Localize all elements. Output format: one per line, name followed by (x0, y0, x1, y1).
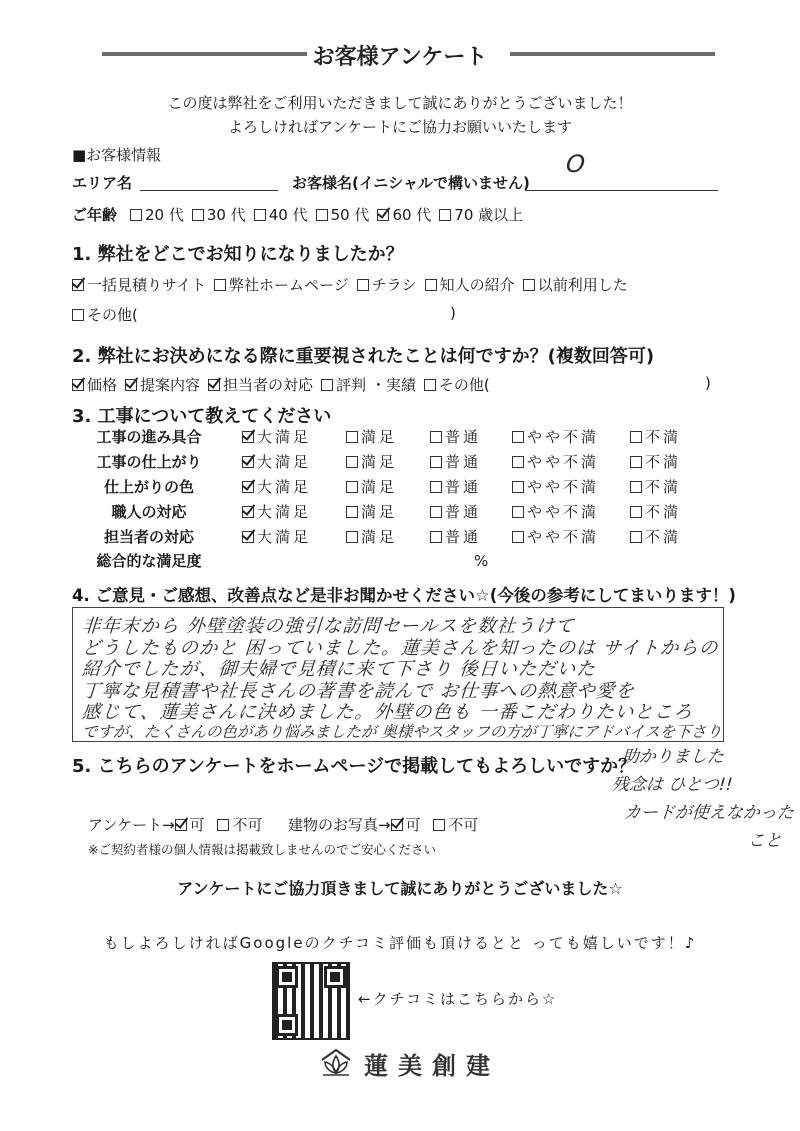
q3-option-checkbox[interactable] (512, 506, 524, 518)
q3-option-checkbox[interactable] (346, 531, 358, 543)
q1-option-4[interactable] (523, 276, 628, 294)
age-option-1-checkbox[interactable] (192, 209, 204, 221)
q1-option-0-label: 一括見積りサイト (87, 276, 206, 294)
q2-option-0-label: 価格 (87, 376, 118, 394)
q3-option-checkbox[interactable] (630, 431, 642, 443)
q3-option-label: 不満 (645, 428, 682, 446)
q3-option-4[interactable] (630, 501, 681, 522)
q3-option-label: やや不満 (527, 453, 600, 471)
page-title: お客様アンケート (312, 45, 488, 70)
comment-overflow-line: カードが使えなかった (623, 803, 795, 823)
q1-option-3-checkbox[interactable] (425, 279, 437, 291)
q2-option-3-checkbox[interactable] (321, 379, 333, 391)
q5-survey-label: アンケート→ (88, 816, 175, 834)
q3-option-3[interactable] (512, 526, 599, 547)
q2-option-3-label: 評判 ・実績 (336, 376, 416, 394)
q5-photo-label: 建物のお写真→ (288, 816, 391, 834)
overall-label: 総合的な満足度 (96, 552, 202, 570)
age-option-0[interactable] (130, 206, 184, 224)
age-option-3-checkbox[interactable] (316, 209, 328, 221)
q1-options (72, 274, 636, 295)
q3-option-0[interactable] (242, 501, 311, 522)
intro-line-1: この度は弊社をご利用いただきまして誠にありがとうございました！ (167, 94, 633, 112)
q3-option-4[interactable] (630, 476, 681, 497)
q3-option-4[interactable] (630, 426, 681, 447)
q3-option-label: 普通 (445, 478, 482, 496)
q1-option-1-checkbox[interactable] (214, 279, 226, 291)
qr-caption: ←クチコミはこちらから☆ (358, 990, 558, 1008)
comment-line: 紹介でしたが、御夫婦で見積に来て下さり 後日いただいた (81, 659, 597, 680)
q3-option-label: 大満足 (257, 478, 312, 496)
q1-option-3[interactable] (425, 276, 515, 294)
q3-option-checkbox[interactable] (630, 506, 642, 518)
thanks-message: アンケートにご協力頂きまして誠にありがとうございました☆ (177, 879, 623, 898)
q3-row (74, 499, 720, 524)
q3-option-label: 不満 (645, 478, 682, 496)
q5-survey-no-checkbox[interactable] (217, 819, 229, 831)
q3-option-2[interactable] (430, 426, 481, 447)
q3-option-2[interactable] (430, 526, 481, 547)
q1-other-close: ) (450, 304, 456, 322)
q3-option-label: 普通 (445, 453, 482, 471)
q3-option-2[interactable] (430, 476, 481, 497)
q1-option-0-checkbox[interactable] (72, 279, 84, 291)
age-option-4-label: 60 代 (392, 206, 432, 224)
age-option-2[interactable] (254, 206, 308, 224)
q3-option-3[interactable] (512, 476, 599, 497)
q1-option-3-label: 知人の紹介 (439, 276, 515, 294)
age-option-1-label: 30 代 (206, 206, 246, 224)
customer-name-label: お客様名(イニシャルで構いません) (292, 174, 530, 192)
q2-option-4[interactable] (424, 376, 490, 394)
q3-option-label: 大満足 (257, 503, 312, 521)
age-option-5[interactable] (439, 206, 523, 224)
q3-option-label: やや不満 (527, 478, 600, 496)
intro-line-2: よろしければアンケートにご協力お願いいたします (227, 118, 573, 136)
q5-photo-yes-checkbox[interactable] (391, 819, 403, 831)
q4-title: 4. ご意見・ご感想、改善点など是非お聞かせください☆(今後の参考にしてまいります！) (72, 586, 736, 605)
q3-option-label: 大満足 (257, 453, 312, 471)
lotus-logo-icon (318, 1046, 354, 1078)
q3-option-checkbox[interactable] (430, 431, 442, 443)
q3-row-label: 仕上がりの色 (103, 478, 194, 496)
q2-option-2-checkbox[interactable] (208, 379, 220, 391)
q1-other-label: その他( (87, 306, 138, 324)
age-option-2-label: 40 代 (268, 206, 308, 224)
q5-survey-row (88, 814, 262, 835)
q3-option-label: 不満 (645, 453, 682, 471)
q5-survey-yes-label: 可 (189, 816, 205, 834)
area-label: エリア名 (72, 174, 133, 192)
q2-options (72, 374, 498, 395)
comment-line: 非年末から 外壁塗装の強引な訪問セールスを数社うけて (81, 616, 576, 637)
q3-option-3[interactable] (512, 451, 599, 472)
customer-name-handwritten: O (565, 150, 587, 178)
q3-option-4[interactable] (630, 451, 681, 472)
comment-line: どうしたものかと 困っていました。蓮美さんを知ったのは サイトからの (81, 637, 720, 659)
age-option-3[interactable] (316, 206, 370, 224)
q5-survey-yes-checkbox[interactable] (175, 819, 187, 831)
age-option-0-checkbox[interactable] (130, 209, 142, 221)
q3-option-checkbox[interactable] (430, 506, 442, 518)
q2-option-0[interactable] (72, 376, 117, 394)
q1-other (72, 304, 138, 325)
customer-info-heading: ■お客様情報 (72, 146, 162, 164)
q2-option-2[interactable] (208, 376, 313, 394)
q2-option-0-checkbox[interactable] (72, 379, 84, 391)
q3-option-checkbox[interactable] (242, 456, 254, 468)
area-field[interactable] (140, 174, 278, 191)
q5-survey-no-label: 不可 (232, 816, 263, 834)
q5-photo-row (288, 814, 478, 835)
q3-option-checkbox[interactable] (346, 506, 358, 518)
q3-option-checkbox[interactable] (346, 456, 358, 468)
q3-option-checkbox[interactable] (512, 456, 524, 468)
q3-row (74, 524, 720, 549)
age-option-5-label: 70 歳以上 (454, 206, 524, 224)
q3-option-3[interactable] (512, 501, 599, 522)
company-logo-text: 蓮美創建 (364, 1052, 500, 1080)
q2-option-1[interactable] (125, 376, 200, 394)
q3-option-label: 普通 (445, 428, 482, 446)
q2-other-close: ) (705, 374, 711, 392)
q2-title: 2. 弊社にお決めになる際に重要視されたことは何ですか？(複数回答可) (72, 346, 655, 367)
q3-option-label: 普通 (445, 503, 482, 521)
q3-option-1[interactable] (346, 476, 397, 497)
q2-option-4-checkbox[interactable] (424, 379, 436, 391)
q1-title: 1. 弊社をどこでお知りになりましたか？ (72, 244, 404, 265)
q3-option-checkbox[interactable] (512, 531, 524, 543)
q2-option-2-label: 担当者の対応 (223, 376, 314, 394)
q3-option-1[interactable] (346, 526, 397, 547)
age-option-2-checkbox[interactable] (254, 209, 266, 221)
q3-option-label: 普通 (445, 528, 482, 546)
comment-line: 丁寧な見積書や社長さんの著書を読んで お仕事への熱意や愛を (81, 680, 636, 702)
q3-option-0[interactable] (242, 476, 311, 497)
q3-option-checkbox[interactable] (630, 456, 642, 468)
q3-row (74, 449, 720, 474)
q3-option-label: 満足 (361, 528, 398, 546)
q1-option-1-label: 弊社ホームページ (228, 276, 349, 294)
q2-option-3[interactable] (321, 376, 416, 394)
q3-option-label: 満足 (361, 428, 398, 446)
q3-option-checkbox[interactable] (242, 431, 254, 443)
comment-overflow-line: 残念は ひとつ!! (611, 775, 734, 795)
q3-option-label: 大満足 (257, 428, 312, 446)
q3-option-checkbox[interactable] (242, 481, 254, 493)
q5-note: ※ご契約者様の個人情報は掲載致しませんのでご安心ください (88, 842, 436, 857)
q3-option-label: やや不満 (527, 503, 600, 521)
q3-option-label: 満足 (361, 478, 398, 496)
q5-photo-no-label: 不可 (448, 816, 479, 834)
q3-row-label: 工事の仕上がり (96, 453, 202, 471)
q3-row-label: 工事の進み具合 (96, 428, 202, 446)
comment-line: ですが、たくさんの色があり悩みましたが 奥様やスタッフの方が丁寧にアドバイスを下さり (81, 722, 723, 741)
q3-title: 3. 工事について教えてください (72, 406, 332, 427)
q1-option-2[interactable] (357, 276, 417, 294)
q3-option-checkbox[interactable] (630, 531, 642, 543)
q2-option-4-label: その他( (438, 376, 490, 394)
q1-option-4-label: 以前利用した (537, 276, 628, 294)
age-option-1[interactable] (192, 206, 246, 224)
q3-option-label: 満足 (361, 503, 398, 521)
age-option-0-label: 20 代 (145, 206, 184, 224)
title-rule-right (510, 52, 715, 56)
customer-name-field[interactable] (525, 174, 718, 191)
q3-option-checkbox[interactable] (242, 506, 254, 518)
q1-option-2-label: チラシ (371, 276, 417, 294)
q3-option-label: やや不満 (527, 528, 600, 546)
q3-option-1[interactable] (346, 501, 397, 522)
q3-option-2[interactable] (430, 501, 481, 522)
q3-option-0[interactable] (242, 451, 311, 472)
q1-other-checkbox[interactable] (72, 309, 84, 321)
q3-option-checkbox[interactable] (512, 481, 524, 493)
age-option-5-checkbox[interactable] (439, 209, 451, 221)
q3-option-label: 不満 (645, 528, 682, 546)
q3-option-0[interactable] (242, 526, 311, 547)
age-options (130, 204, 531, 225)
comment-overflow-line: こと (747, 831, 783, 851)
q1-option-2-checkbox[interactable] (357, 279, 369, 291)
q3-option-1[interactable] (346, 451, 397, 472)
comment-overflow-line: 助かりました (621, 747, 725, 767)
q3-option-label: やや不満 (527, 428, 600, 446)
q3-option-label: 不満 (645, 503, 682, 521)
q3-option-0[interactable] (242, 426, 311, 447)
q5-photo-yes-label: 可 (405, 816, 421, 834)
q3-row (74, 424, 720, 449)
q3-option-checkbox[interactable] (512, 431, 524, 443)
q2-option-1-checkbox[interactable] (125, 379, 137, 391)
q3-option-checkbox[interactable] (430, 456, 442, 468)
q1-option-0[interactable] (72, 276, 206, 294)
age-label: ご年齢 (72, 206, 118, 224)
q3-option-checkbox[interactable] (346, 431, 358, 443)
q3-option-label: 大満足 (257, 528, 312, 546)
q3-option-checkbox[interactable] (346, 481, 358, 493)
age-option-4-checkbox[interactable] (377, 209, 389, 221)
q1-option-1[interactable] (214, 276, 349, 294)
q3-option-checkbox[interactable] (630, 481, 642, 493)
q3-option-checkbox[interactable] (430, 531, 442, 543)
q3-option-1[interactable] (346, 426, 397, 447)
google-review-line: もしよろしければGoogleのクチコミ評価も頂けるとと っても嬉しいです！♪ (103, 934, 697, 952)
age-option-4[interactable] (377, 206, 431, 224)
overall-unit: % (474, 551, 492, 570)
q3-option-checkbox[interactable] (242, 531, 254, 543)
q3-row (74, 474, 720, 499)
q3-option-label: 満足 (361, 453, 398, 471)
q3-option-4[interactable] (630, 526, 681, 547)
qr-code[interactable] (272, 962, 350, 1040)
overall-row (74, 548, 720, 573)
q3-row-label: 職人の対応 (111, 503, 187, 521)
q3-option-3[interactable] (512, 426, 599, 447)
comment-line: 感じて、蓮美さんに決めました。外壁の色も 一番こだわりたいところ (81, 702, 694, 723)
q3-option-2[interactable] (430, 451, 481, 472)
q1-option-4-checkbox[interactable] (523, 279, 535, 291)
q3-option-checkbox[interactable] (430, 481, 442, 493)
q2-option-1-label: 提案内容 (140, 376, 201, 394)
q3-row-label: 担当者の対応 (103, 528, 194, 546)
q5-photo-no-checkbox[interactable] (433, 819, 445, 831)
age-option-3-label: 50 代 (330, 206, 370, 224)
q5-title: 5. こちらのアンケートをホームページで掲載してもよろしいですか？ (72, 756, 637, 777)
